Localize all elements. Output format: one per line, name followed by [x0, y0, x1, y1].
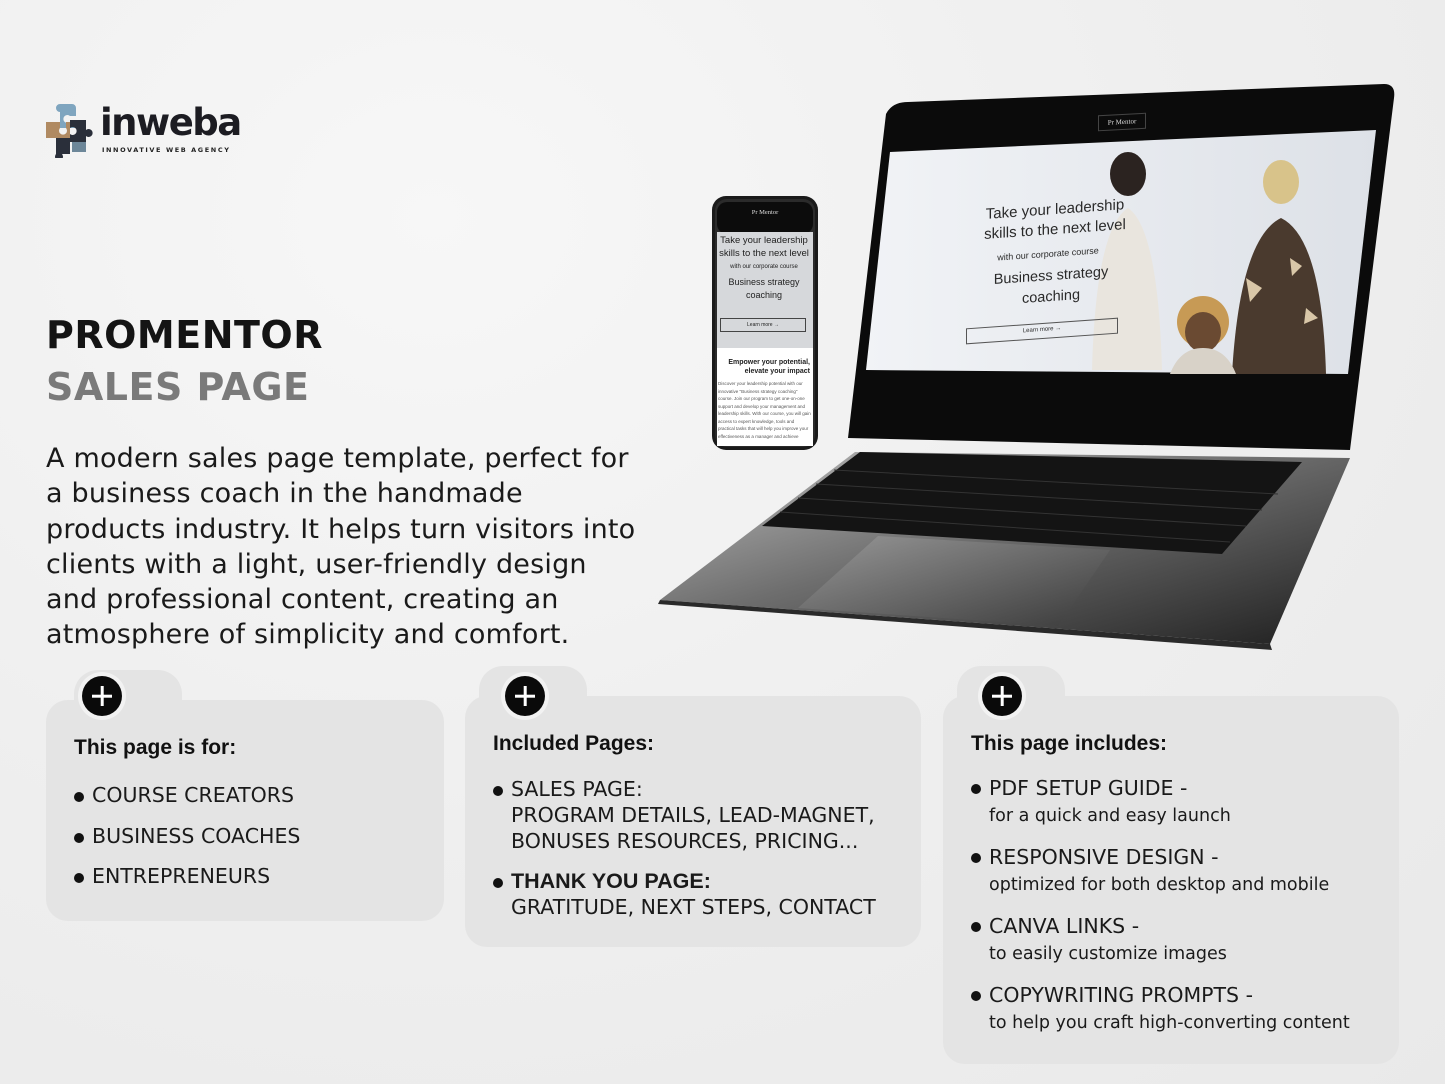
plus-icon: [982, 676, 1022, 716]
laptop-hero-course: Business strategy coaching: [993, 263, 1109, 308]
list-item-title: RESPONSIVE DESIGN -: [989, 845, 1219, 869]
page-title: PROMENTOR: [46, 313, 323, 357]
included-pages-list: [493, 776, 876, 920]
list-item: COURSE CREATORS: [74, 782, 300, 823]
included-pages-heading: Included Pages:: [493, 732, 655, 755]
brand-logo: [44, 100, 241, 162]
list-item-detail: for a quick and easy launch: [989, 806, 1231, 826]
laptop-brand-logo: Pr Mentor: [1098, 113, 1146, 132]
includes-heading: This page includes:: [971, 732, 1168, 755]
list-item-detail: PROGRAM DETAILS, LEAD-MAGNET,: [511, 803, 875, 827]
list-item-title: SALES PAGE:: [511, 777, 643, 801]
list-item: [493, 776, 876, 854]
phone-hero-heading: Take your leadership skills to the next level: [719, 235, 809, 259]
laptop-hero-small: with our corporate course: [997, 245, 1099, 263]
phone-hero-course: Business strategy coaching: [728, 277, 800, 300]
included-pages-card: [465, 696, 921, 947]
list-item: [971, 774, 1350, 830]
phone-hero-small: with our corporate course: [730, 264, 798, 270]
page-subtitle: SALES PAGE: [46, 365, 310, 409]
list-item-detail: optimized for both desktop and mobile: [989, 875, 1330, 895]
plus-icon: [82, 676, 122, 716]
laptop-learn-more-button: Learn more →: [966, 318, 1118, 345]
audience-list: [74, 782, 300, 904]
list-item: ENTREPRENEURS: [74, 863, 300, 904]
list-item-title: COPYWRITING PROMPTS -: [989, 983, 1253, 1007]
product-description: A modern sales page template, perfect for a business coach in the handmade products industry. It helps turn visitors into clients with a light, user-friendly design and professional content, creating an atmosphere of simplicity and comfort.: [46, 443, 636, 651]
plus-icon: [505, 676, 545, 716]
phone-subheading: Empower your potential, elevate your impact: [728, 359, 810, 375]
list-item: [971, 912, 1350, 968]
list-item: [971, 981, 1350, 1037]
phone-brand-logo: Pr Mentor: [751, 209, 779, 216]
list-item: BUSINESS COACHES: [74, 823, 300, 864]
audience-heading: This page is for:: [74, 736, 237, 759]
puzzle-pieces-icon: [44, 102, 96, 158]
list-item-title: PDF SETUP GUIDE -: [989, 776, 1188, 800]
device-mockup: [650, 78, 1410, 650]
phone-body-text: Discover your leadership potential with our innovative "Business strategy coaching" course. Join our program to get one-on-one support and develop your management and leadership skills. With our course, you will gain access to expert knowledge, tools and practical tasks that will help you improve your effectiveness as a manager and achieve: [718, 381, 811, 439]
brand-wordmark: inweba: [100, 101, 241, 144]
list-item-detail: GRATITUDE, NEXT STEPS, CONTACT: [511, 895, 876, 919]
includes-list: [971, 774, 1350, 1037]
list-item: [971, 843, 1350, 899]
laptop-hero-heading: Take your leadership skills to the next level: [984, 196, 1126, 243]
list-item-detail: BONUSES RESOURCES, PRICING...: [511, 829, 859, 853]
audience-card: [46, 700, 444, 921]
brand-tagline: INNOVATIVE WEB AGENCY: [102, 146, 231, 154]
list-item-title: THANK YOU PAGE:: [511, 869, 711, 893]
phone-learn-more-button: Learn more →: [720, 318, 806, 332]
list-item-detail: to easily customize images: [989, 944, 1227, 964]
list-item-detail: to help you craft high-converting content: [989, 1013, 1350, 1033]
list-item-title: CANVA LINKS -: [989, 914, 1140, 938]
list-item: [493, 868, 876, 920]
includes-card: [943, 696, 1399, 1064]
